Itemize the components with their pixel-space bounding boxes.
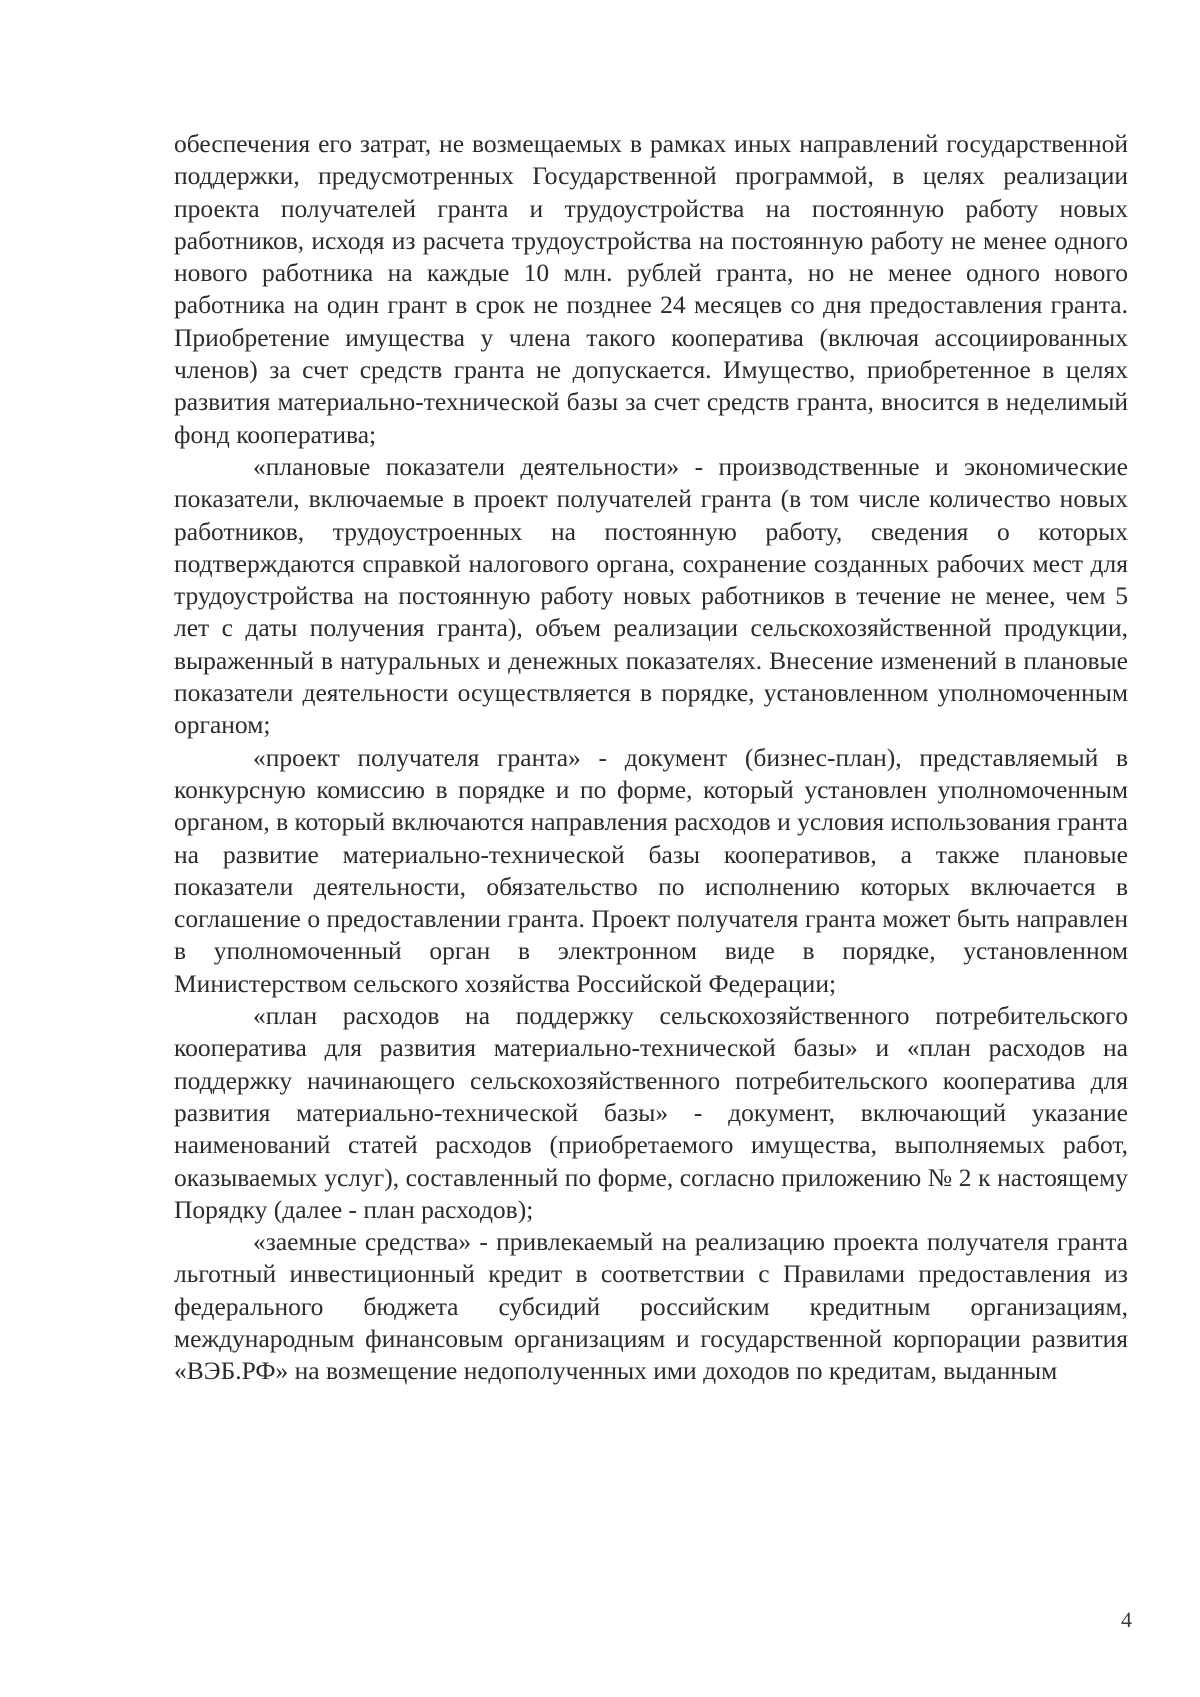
paragraph-borrowed-funds: «заемные средства» - привлекаемый на реализацию проекта получателя гранта льготный инвестиционный кредит в соответствии с Правилами предоставления из федерального бюджета субсидий российским кредитным организациям, международным финансовым организациям и государственной корпорации развития «ВЭБ.РФ» на возмещение недополученных ими доходов по кредитам, выданным (174, 1227, 1128, 1386)
paragraph-expense-plan: «план расходов на поддержку сельскохозяйственного потребительского кооператива для развития материально-технической базы» и «план расходов на поддержку начинающего сельскохозяйственного потребительского кооператива для развития материально-технической базы» - документ, включающий указание наименований статей расходов (приобретаемого имущества, выполняемых работ, оказываемых услуг), составленный по форме, согласно приложению № 2 к настоящему Порядку (далее - план расходов); (174, 1001, 1128, 1224)
paragraph-grant-project: «проект получателя гранта» - документ (бизнес-план), представляемый в конкурсную комиссию в порядке и по форме, который установлен уполномоченным органом, в который включаются направления расходов и условия использования гранта на развитие материально-технической базы кооперативов, а также плановые показатели деятельности, обязательство по исполнению которых включается в соглашение о предоставлении гранта. Проект получателя гранта может быть направлен в уполномоченный орган в электронном виде в порядке, установленном Министерством сельского хозяйства Российской Федерации; (174, 742, 1128, 998)
paragraph-cost-provision: обеспечения его затрат, не возмещаемых в рамках иных направлений государственной поддержки, предусмотренных Государственной программой, в целях реализации проекта получателей гранта и трудоустройства на постоянную работу новых работников, исходя из расчета трудоустройства на постоянную работу не менее одного нового работника на каждые 10 млн. рублей гранта, но не менее одного нового работника на один грант в срок не позднее 24 месяцев со дня предоставления гранта. Приобретение имущества у члена такого кооператива (включая ассоциированных членов) за счет средств гранта не допускается. Имущество, приобретенное в целях развития материально-технической базы за счет средств гранта, вносится в неделимый фонд кооператива; (174, 129, 1128, 449)
page-number: 4 (1121, 1607, 1132, 1632)
document-body (174, 128, 1128, 1388)
paragraph-planned-indicators: «плановые показатели деятельности» - производственные и экономические показатели, включаемые в проект получателей гранта (в том числе количество новых работников, трудоустроенных на постоянную работу, сведения о которых подтверждаются справкой налогового органа, сохранение созданных рабочих мест для трудоустройства на постоянную работу новых работников в течение не менее, чем 5 лет с даты получения гранта), объем реализации сельскохозяйственной продукции, выраженный в натуральных и денежных показателях. Внесение изменений в плановые показатели деятельности осуществляется в порядке, установленном уполномоченным органом; (174, 451, 1128, 740)
